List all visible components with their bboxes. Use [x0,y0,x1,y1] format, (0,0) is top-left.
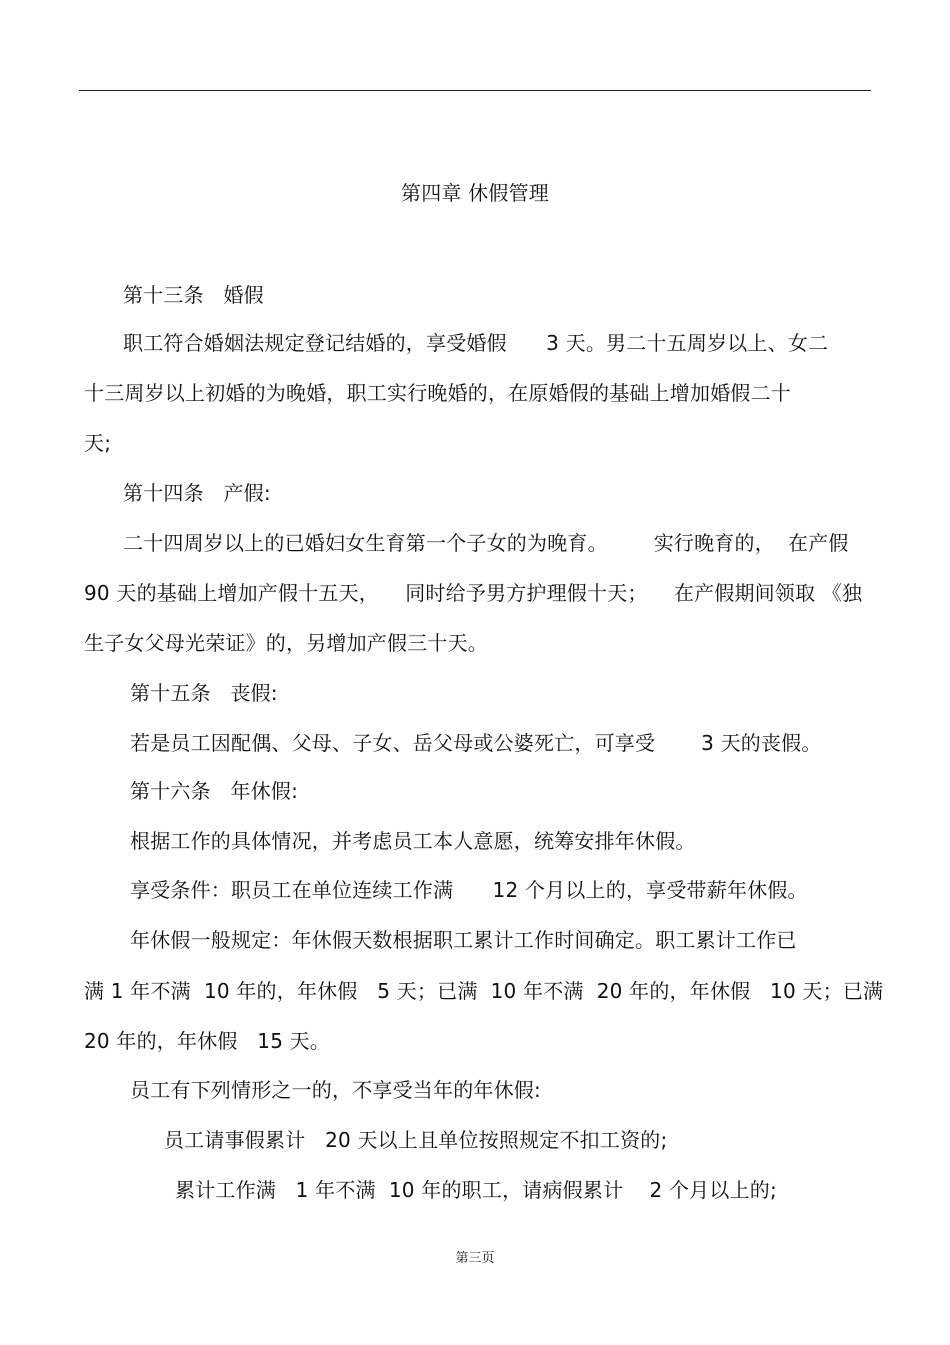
article-14-line-2: 90 天的基础上增加产假十五天， 同时给予男方护理假十天； 在产假期间领取 《独 [84,581,863,605]
article-14-line-1: 二十四周岁以上的已婚妇女生育第一个子女的为晚育。 实行晚育的， 在产假 [123,531,849,555]
article-14-heading: 第十四条 产假: [123,481,271,505]
article-16-exclusion-2: 累计工作满 1 年不满 10 年的职工，请病假累计 2 个月以上的; [175,1178,777,1202]
article-16-rule-line-2: 满 1 年不满 10 年的，年休假 5 天；已满 10 年不满 20 年的，年休假 10 天；已满 [84,979,884,1003]
article-16-conditions: 享受条件：职员工在单位连续工作满 12 个月以上的，享受带薪年休假。 [130,878,808,902]
article-13-line-3: 天; [84,431,112,455]
article-16-rule-line-1: 年休假一般规定：年休假天数根据职工累计工作时间确定。职工累计工作已 [130,928,797,952]
chapter-title: 第四章 休假管理 [401,181,549,205]
article-16-intro: 根据工作的具体情况，并考虑员工本人意愿，统筹安排年休假。 [130,829,696,853]
article-16-heading: 第十六条 年休假: [130,779,299,803]
article-16-exclusion-1: 员工请事假累计 20 天以上且单位按照规定不扣工资的; [164,1128,668,1152]
article-13-line-2: 十三周岁以上初婚的为晚婚，职工实行晚婚的，在原婚假的基础上增加婚假二十 [84,381,791,405]
article-15-heading: 第十五条 丧假: [130,681,278,705]
article-16-exclusion-intro: 员工有下列情形之一的，不享受当年的年休假: [130,1078,541,1102]
article-13-heading: 第十三条 婚假 [123,283,264,307]
article-16-rule-line-3: 20 年的，年休假 15 天。 [84,1029,331,1053]
article-13-line-1: 职工符合婚姻法规定登记结婚的，享受婚假 3 天。男二十五周岁以上、女二 [123,331,829,355]
article-15-line-1: 若是员工因配偶、父母、子女、岳父母或公婆死亡，可享受 3 天的丧假。 [130,731,822,755]
article-14-line-3: 生子女父母光荣证》的，另增加产假三十天。 [84,631,488,655]
page-number: 第三页 [455,1251,495,1266]
header-rule [79,90,871,91]
